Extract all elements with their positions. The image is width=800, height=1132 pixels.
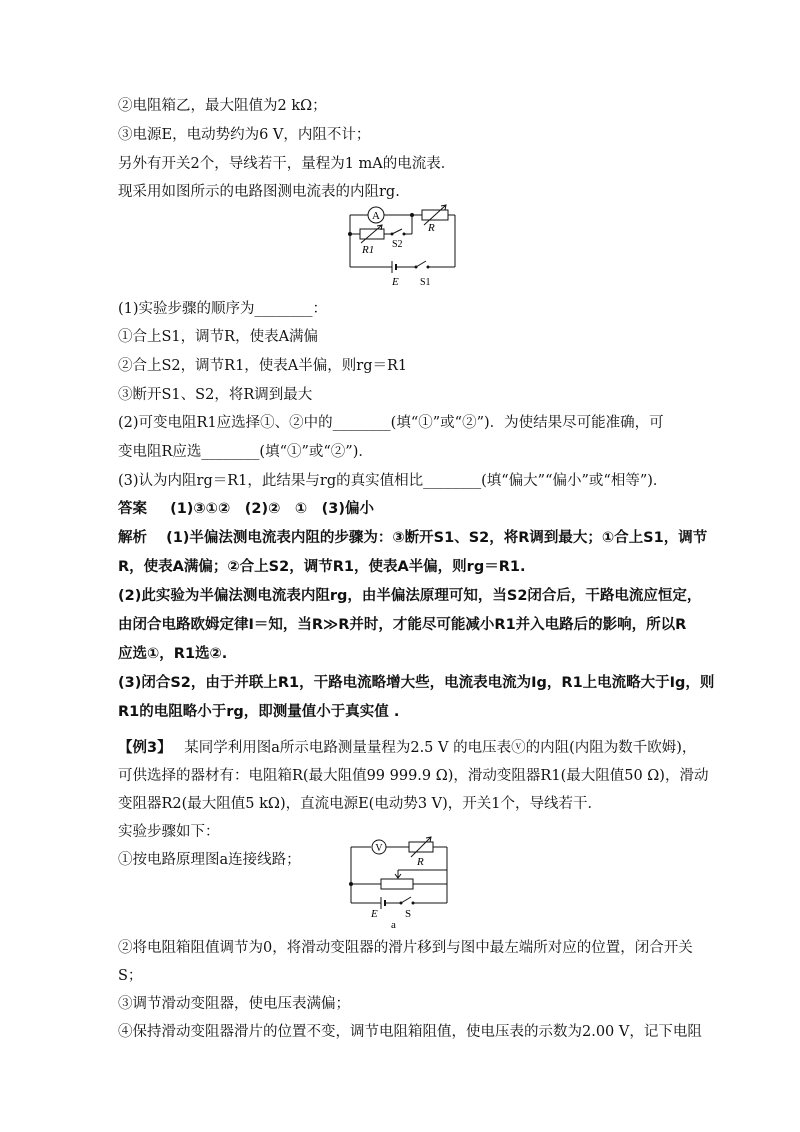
item-power-source: ③电源E，电动势约为6 V，内阻不计； [118, 127, 371, 143]
analysis-line-1 [118, 528, 707, 548]
step-1: ①合上S1，调节R，使表A满偏 [118, 329, 319, 345]
resistor-r-label: R [428, 222, 435, 234]
step-3-text: ③调节滑动变阻器，使电压表满偏； [118, 996, 350, 1012]
switch-s2-label: S2 [392, 239, 403, 250]
question-3: (3)认为内阻rg＝R1，此结果与rg的真实值相比________(填“偏大”“偏小”或“相等”)． [118, 473, 668, 489]
step-3: ③断开S1、S2，将R调到最大 [118, 387, 313, 403]
example-3-l4: 实验步骤如下： [118, 824, 220, 840]
step-4-text: ④保持滑动变阻器滑片的位置不变，调节电阻箱阻值，使电压表的示数为2.00 V，记下电阻 [118, 1024, 702, 1040]
step-2-line-2: S； [118, 968, 143, 984]
answer-text: (1)③①② (2)② ① (3)偏小 [170, 501, 374, 517]
example-3-l1: 某同学利用图a所示电路测量量程为2.5 V 的电压表ⓥ的内阻(内阻为数千欧姆)， [184, 740, 697, 756]
analysis-p2c: 应选①，R1选②. [118, 646, 228, 662]
analysis-p3a: (3)闭合S2，由于并联上R1，干路电流略增大些，电流表电流为Ig，R1上电流略大于Ig，则 [118, 675, 715, 691]
analysis-p2b: 由闭合电路欧姆定律I＝知，当R≫R并时，才能尽可能减小R1并入电路后的影响，所以R [118, 617, 687, 633]
item-resistor-box-b: ②电阻箱乙，最大阻值为2 kΩ； [118, 98, 327, 114]
switch-s1-label: S1 [420, 277, 431, 288]
resistor-r1-label: R1 [362, 244, 375, 256]
figure-a-source-label: E [371, 908, 378, 920]
question-1: (1)实验步骤的顺序为________： [118, 301, 328, 317]
analysis-p3b: R1的电阻略小于rg，即测量值小于真实值 . [118, 704, 400, 720]
analysis-p1b: R，使表A满偏；②合上S2，调节R1，使表A半偏，则rg＝R1. [118, 559, 526, 575]
analysis-label: 解析 [118, 530, 147, 546]
ammeter-label: A [372, 210, 380, 222]
step-2: ②合上S2，调节R1，使表A半偏，则rg＝R1 [118, 358, 408, 374]
example-3-l5: ①按电路原理图a连接线路； [118, 852, 301, 868]
analysis-p1a: (1)半偏法测电流表内阻的步骤为：③断开S1、S2，将R调到最大；①合上S1，调节 [166, 530, 708, 546]
example-3-label: 【例3】 [118, 740, 172, 756]
figure-a-switch-label: S [405, 908, 412, 920]
question-2-line-2: 变电阻R应选________(填“①”或“②”)． [118, 444, 373, 460]
example-3-l2: 可供选择的器材有：电阻箱R(最大阻值99 999.9 Ω)，滑动变阻器R1(最大阻值50 Ω)，滑动 [118, 768, 709, 784]
circuit-figure-1 [340, 203, 465, 289]
item-circuit-intro: 现采用如图所示的电路图测电流表的内阻rg. [118, 184, 400, 200]
analysis-p2a: (2)此实验为半偏法测电流表内阻rg，由半偏法原理可知，当S2闭合后，干路电流应恒定， [118, 588, 702, 604]
step-2-line-1: ②将电阻箱阻值调节为0，将滑动变阻器的滑片移到与图中最左端所对应的位置，闭合开关 [118, 940, 693, 956]
question-2-line-1: (2)可变电阻R1应选择①、②中的________(填“①”或“②”)．为使结果尽可能准确，可 [118, 415, 664, 431]
source-e-label: E [392, 276, 399, 288]
figure-a-resistor-r-label: R [417, 856, 424, 868]
item-other-equipment: 另外有开关2个，导线若干，量程为1 mA的电流表． [118, 156, 456, 172]
answer-label: 答案 [118, 501, 147, 517]
example-3-line-1 [118, 738, 696, 758]
voltmeter-label: V [375, 843, 383, 854]
figure-a-caption: a [391, 919, 396, 931]
answer-line [118, 499, 374, 519]
circuit-figure-a [343, 835, 455, 931]
example-3-l3: 变阻器R2(最大阻值5 kΩ)，直流电源E(电动势3 V)，开关1个，导线若干． [118, 796, 603, 812]
